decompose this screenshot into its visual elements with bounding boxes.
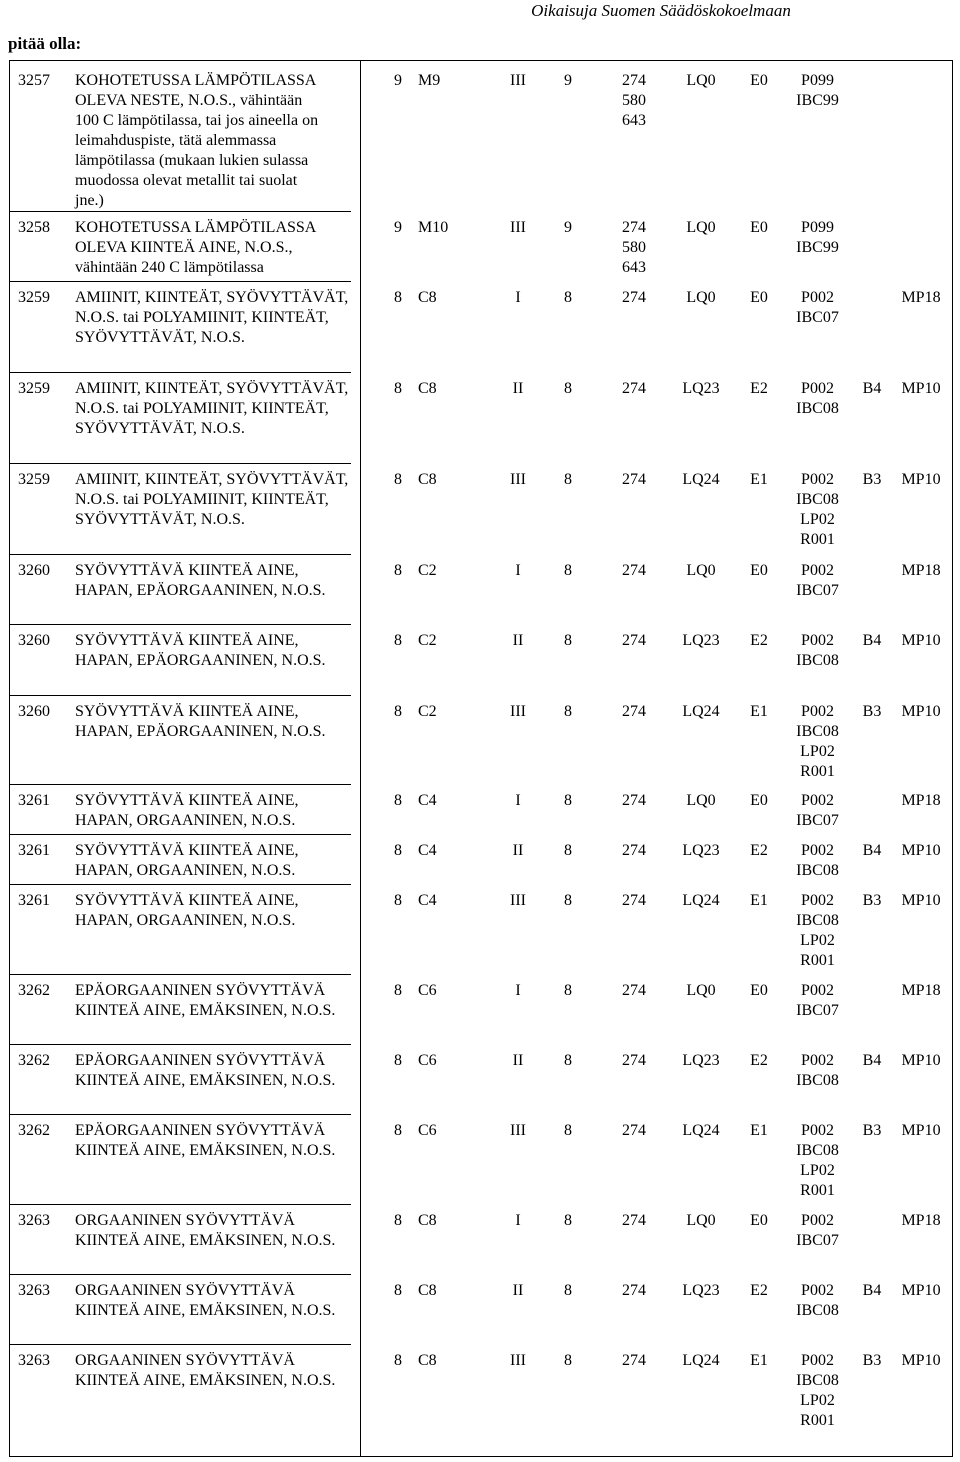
special-provision: 274 xyxy=(622,632,646,649)
substance-name-cell: SYÖVYTTÄVÄ KIINTEÄ AINE, HAPAN, EPÄORGAANINEN, N.O.S. xyxy=(75,632,326,669)
header-title: Oikaisuja Suomen Säädöskokoelmaan xyxy=(531,1,791,20)
limited-quantity-cell: LQ23 xyxy=(682,1282,720,1299)
special-provision: 274 xyxy=(622,703,646,720)
classification-code-cell: C2 xyxy=(418,562,437,579)
packing-instruction: R001 xyxy=(800,952,835,969)
packing-instruction: IBC07 xyxy=(796,1002,839,1019)
packing-instruction: P002 xyxy=(801,1052,834,1069)
packing-instruction: LP02 xyxy=(800,932,835,949)
special-provisions-cell xyxy=(614,379,654,399)
un-number-cell: 3260 xyxy=(18,632,50,649)
un-number-cell: 3259 xyxy=(18,471,50,488)
substance-name-cell: AMIINIT, KIINTEÄT, SYÖVYTTÄVÄT, N.O.S. tai POLYAMIINIT, KIINTEÄT, SYÖVYTTÄVÄT, N.O.S. xyxy=(75,380,349,437)
special-provision: 274 xyxy=(622,1052,646,1069)
packing-group-cell: III xyxy=(510,703,526,720)
substance-name-cell: ORGAANINEN SYÖVYTTÄVÄ KIINTEÄ AINE, EMÄKSINEN, N.O.S. xyxy=(75,1212,336,1249)
class-cell: 8 xyxy=(394,842,402,859)
class-cell: 8 xyxy=(394,632,402,649)
classification-code-cell: C8 xyxy=(418,289,437,306)
un-number-cell: 3261 xyxy=(18,892,50,909)
special-packing-cell: B4 xyxy=(862,632,882,649)
packing-instruction: IBC07 xyxy=(796,309,839,326)
un-number-cell: 3260 xyxy=(18,562,50,579)
limited-quantity-cell: LQ24 xyxy=(682,892,720,909)
packing-instructions-cell xyxy=(780,841,855,881)
special-provision: 274 xyxy=(622,1122,646,1139)
row-separator xyxy=(10,554,351,555)
substance-name-cell: SYÖVYTTÄVÄ KIINTEÄ AINE, HAPAN, ORGAANINEN, N.O.S. xyxy=(75,842,299,879)
limited-quantity-cell: LQ23 xyxy=(682,380,720,397)
packing-instructions-cell xyxy=(780,1281,855,1321)
special-provision: 643 xyxy=(622,112,646,129)
packing-group-cell: II xyxy=(512,380,524,397)
excepted-quantity-cell: E0 xyxy=(750,1212,768,1229)
label-cell: 8 xyxy=(564,632,572,649)
special-provisions-cell xyxy=(614,631,654,651)
packing-instruction: IBC08 xyxy=(796,1302,839,1319)
packing-instruction: IBC07 xyxy=(796,582,839,599)
special-packing-cell: B3 xyxy=(862,1122,882,1139)
special-provision: 274 xyxy=(622,792,646,809)
packing-instruction: P002 xyxy=(801,1122,834,1139)
packing-instruction: LP02 xyxy=(800,1162,835,1179)
special-provision: 274 xyxy=(622,562,646,579)
un-number-cell: 3263 xyxy=(18,1282,50,1299)
un-number-cell: 3257 xyxy=(18,72,50,89)
packing-instructions-cell xyxy=(780,71,855,111)
special-provisions-cell xyxy=(614,1211,654,1231)
limited-quantity-cell: LQ0 xyxy=(686,1212,716,1229)
packing-group-cell: II xyxy=(512,1052,524,1069)
packing-instruction: P002 xyxy=(801,982,834,999)
special-provision: 274 xyxy=(622,219,646,236)
packing-instructions-cell xyxy=(780,288,855,328)
classification-code-cell: C6 xyxy=(418,1122,437,1139)
substance-name-cell: KOHOTETUSSA LÄMPÖTILASSA OLEVA NESTE, N.O.S., vähintään 100 C lämpötilassa, tai jos aineella on leimahduspiste, tätä alemmassa lämpötilassa (mukaan lukien sulassa muodossa olevat metallit tai suolat jne.) xyxy=(75,72,319,209)
class-cell: 8 xyxy=(394,289,402,306)
packing-instruction: R001 xyxy=(800,763,835,780)
packing-instructions-cell xyxy=(780,379,855,419)
packing-instruction: IBC08 xyxy=(796,862,839,879)
special-provision: 643 xyxy=(622,259,646,276)
special-provision: 274 xyxy=(622,471,646,488)
un-number-cell: 3262 xyxy=(18,1122,50,1139)
packing-instruction: LP02 xyxy=(800,511,835,528)
packing-instruction: IBC08 xyxy=(796,723,839,740)
mixed-packing-cell: MP10 xyxy=(901,1282,941,1299)
excepted-quantity-cell: E2 xyxy=(750,1282,768,1299)
packing-instruction: IBC07 xyxy=(796,1232,839,1249)
excepted-quantity-cell: E0 xyxy=(750,792,768,809)
mixed-packing-cell: MP10 xyxy=(901,1122,941,1139)
mixed-packing-cell: MP10 xyxy=(901,892,941,909)
packing-group-cell: III xyxy=(510,892,526,909)
special-provision: 274 xyxy=(622,72,646,89)
label-cell: 8 xyxy=(564,842,572,859)
mixed-packing-cell: MP18 xyxy=(901,792,941,809)
packing-instructions-cell xyxy=(780,561,855,601)
packing-instruction: P002 xyxy=(801,1352,834,1369)
packing-instruction: P002 xyxy=(801,792,834,809)
label-cell: 8 xyxy=(564,562,572,579)
row-separator xyxy=(10,372,351,373)
mixed-packing-cell: MP18 xyxy=(901,562,941,579)
special-provisions-cell xyxy=(614,1121,654,1141)
class-cell: 9 xyxy=(394,219,402,236)
classification-code-cell: C4 xyxy=(418,842,437,859)
row-separator xyxy=(10,211,351,212)
mixed-packing-cell: MP10 xyxy=(901,842,941,859)
packing-instructions-cell xyxy=(780,631,855,671)
packing-instruction: IBC08 xyxy=(796,1072,839,1089)
packing-instructions-cell xyxy=(780,1051,855,1091)
special-provisions-cell xyxy=(614,71,654,131)
excepted-quantity-cell: E2 xyxy=(750,1052,768,1069)
substance-name-cell: ORGAANINEN SYÖVYTTÄVÄ KIINTEÄ AINE, EMÄKSINEN, N.O.S. xyxy=(75,1282,336,1319)
limited-quantity-cell: LQ24 xyxy=(682,1122,720,1139)
packing-instruction: IBC08 xyxy=(796,1142,839,1159)
packing-instruction: P002 xyxy=(801,1212,834,1229)
class-cell: 8 xyxy=(394,892,402,909)
mixed-packing-cell: MP10 xyxy=(901,380,941,397)
mixed-packing-cell: MP18 xyxy=(901,982,941,999)
special-provisions-cell xyxy=(614,561,654,581)
limited-quantity-cell: LQ0 xyxy=(686,289,716,306)
packing-group-cell: I xyxy=(515,289,521,306)
classification-code-cell: C4 xyxy=(418,892,437,909)
packing-instructions-cell xyxy=(780,1211,855,1251)
packing-instruction: R001 xyxy=(800,1412,835,1429)
row-separator xyxy=(10,784,351,785)
class-cell: 8 xyxy=(394,1282,402,1299)
un-number-cell: 3261 xyxy=(18,792,50,809)
packing-instructions-cell xyxy=(780,791,855,831)
limited-quantity-cell: LQ0 xyxy=(686,72,716,89)
mixed-packing-cell: MP10 xyxy=(901,1052,941,1069)
special-packing-cell: B3 xyxy=(862,1352,882,1369)
packing-instruction: IBC99 xyxy=(796,92,839,109)
packing-instruction: P002 xyxy=(801,471,834,488)
packing-group-cell: III xyxy=(510,1352,526,1369)
special-provisions-cell xyxy=(614,1281,654,1301)
class-cell: 8 xyxy=(394,1122,402,1139)
column-divider xyxy=(360,61,361,1456)
packing-group-cell: III xyxy=(510,72,526,89)
special-provisions-cell xyxy=(614,1051,654,1071)
un-number-cell: 3260 xyxy=(18,703,50,720)
packing-instructions-cell xyxy=(780,218,855,258)
special-packing-cell: B4 xyxy=(862,380,882,397)
limited-quantity-cell: LQ23 xyxy=(682,1052,720,1069)
substance-name-cell: SYÖVYTTÄVÄ KIINTEÄ AINE, HAPAN, ORGAANINEN, N.O.S. xyxy=(75,792,299,829)
un-number-cell: 3258 xyxy=(18,219,50,236)
label-cell: 8 xyxy=(564,982,572,999)
special-packing-cell: B3 xyxy=(862,703,882,720)
packing-instruction: P002 xyxy=(801,632,834,649)
class-cell: 8 xyxy=(394,1212,402,1229)
special-provision: 274 xyxy=(622,380,646,397)
excepted-quantity-cell: E2 xyxy=(750,632,768,649)
special-provision: 274 xyxy=(622,1212,646,1229)
row-separator xyxy=(10,1344,351,1345)
special-provisions-cell xyxy=(614,288,654,308)
special-provisions-cell xyxy=(614,981,654,1001)
limited-quantity-cell: LQ23 xyxy=(682,632,720,649)
packing-instructions-cell xyxy=(780,1351,855,1431)
label-cell: 9 xyxy=(564,72,572,89)
substance-name-cell: AMIINIT, KIINTEÄT, SYÖVYTTÄVÄT, N.O.S. tai POLYAMIINIT, KIINTEÄT, SYÖVYTTÄVÄT, N.O.S. xyxy=(75,289,349,346)
un-number-cell: 3259 xyxy=(18,380,50,397)
special-provision: 274 xyxy=(622,1352,646,1369)
label-cell: 8 xyxy=(564,1352,572,1369)
packing-instructions-cell xyxy=(780,981,855,1021)
special-provisions-cell xyxy=(614,702,654,722)
class-cell: 8 xyxy=(394,703,402,720)
classification-code-cell: C8 xyxy=(418,1282,437,1299)
special-packing-cell: B4 xyxy=(862,1282,882,1299)
classification-code-cell: C6 xyxy=(418,1052,437,1069)
special-provision: 580 xyxy=(622,239,646,256)
packing-instruction: IBC08 xyxy=(796,652,839,669)
mixed-packing-cell: MP18 xyxy=(901,289,941,306)
packing-instruction: P002 xyxy=(801,703,834,720)
packing-group-cell: III xyxy=(510,471,526,488)
excepted-quantity-cell: E1 xyxy=(750,471,768,488)
packing-group-cell: I xyxy=(515,562,521,579)
special-packing-cell: B3 xyxy=(862,471,882,488)
row-separator xyxy=(10,1274,351,1275)
special-packing-cell: B4 xyxy=(862,1052,882,1069)
packing-instruction: P099 xyxy=(801,219,834,236)
un-number-cell: 3263 xyxy=(18,1212,50,1229)
packing-instruction: R001 xyxy=(800,1182,835,1199)
label-cell: 9 xyxy=(564,219,572,236)
row-separator xyxy=(10,624,351,625)
label-cell: 8 xyxy=(564,1212,572,1229)
packing-group-cell: II xyxy=(512,1282,524,1299)
un-number-cell: 3259 xyxy=(18,289,50,306)
row-separator xyxy=(10,834,351,835)
classification-code-cell: C8 xyxy=(418,380,437,397)
classification-code-cell: C2 xyxy=(418,703,437,720)
packing-instruction: P099 xyxy=(801,72,834,89)
mixed-packing-cell: MP10 xyxy=(901,632,941,649)
excepted-quantity-cell: E1 xyxy=(750,1122,768,1139)
classification-code-cell: C8 xyxy=(418,1352,437,1369)
limited-quantity-cell: LQ0 xyxy=(686,792,716,809)
label-cell: 8 xyxy=(564,1122,572,1139)
packing-instruction: P002 xyxy=(801,1282,834,1299)
row-separator xyxy=(10,695,351,696)
class-cell: 8 xyxy=(394,1352,402,1369)
substance-name-cell: SYÖVYTTÄVÄ KIINTEÄ AINE, HAPAN, EPÄORGAANINEN, N.O.S. xyxy=(75,562,326,599)
un-number-cell: 3262 xyxy=(18,1052,50,1069)
special-provision: 580 xyxy=(622,92,646,109)
excepted-quantity-cell: E0 xyxy=(750,219,768,236)
mixed-packing-cell: MP10 xyxy=(901,1352,941,1369)
class-cell: 8 xyxy=(394,380,402,397)
class-cell: 8 xyxy=(394,792,402,809)
row-separator xyxy=(10,1044,351,1045)
classification-code-cell: C8 xyxy=(418,471,437,488)
substance-name-cell: EPÄORGAANINEN SYÖVYTTÄVÄ KIINTEÄ AINE, EMÄKSINEN, N.O.S. xyxy=(75,982,336,1019)
special-provision: 274 xyxy=(622,289,646,306)
classification-code-cell: C6 xyxy=(418,982,437,999)
limited-quantity-cell: LQ24 xyxy=(682,1352,720,1369)
packing-instruction: IBC08 xyxy=(796,912,839,929)
packing-instruction: P002 xyxy=(801,842,834,859)
excepted-quantity-cell: E1 xyxy=(750,892,768,909)
packing-group-cell: I xyxy=(515,982,521,999)
row-separator xyxy=(10,1114,351,1115)
class-cell: 8 xyxy=(394,562,402,579)
special-provisions-cell xyxy=(614,841,654,861)
substance-name-cell: SYÖVYTTÄVÄ KIINTEÄ AINE, HAPAN, EPÄORGAANINEN, N.O.S. xyxy=(75,703,326,740)
limited-quantity-cell: LQ0 xyxy=(686,982,716,999)
dangerous-goods-table xyxy=(9,60,953,1457)
substance-name-cell: KOHOTETUSSA LÄMPÖTILASSA OLEVA KIINTEÄ AINE, N.O.S., vähintään 240 C lämpötilassa xyxy=(75,219,316,276)
class-cell: 8 xyxy=(394,471,402,488)
class-cell: 8 xyxy=(394,1052,402,1069)
special-packing-cell: B3 xyxy=(862,892,882,909)
packing-group-cell: II xyxy=(512,632,524,649)
packing-instruction: IBC99 xyxy=(796,239,839,256)
classification-code-cell: C8 xyxy=(418,1212,437,1229)
special-provisions-cell xyxy=(614,470,654,490)
packing-instruction: R001 xyxy=(800,531,835,548)
substance-name-cell: EPÄORGAANINEN SYÖVYTTÄVÄ KIINTEÄ AINE, EMÄKSINEN, N.O.S. xyxy=(75,1122,336,1159)
packing-instructions-cell xyxy=(780,470,855,550)
packing-group-cell: I xyxy=(515,792,521,809)
special-provision: 274 xyxy=(622,842,646,859)
un-number-cell: 3263 xyxy=(18,1352,50,1369)
packing-instruction: P002 xyxy=(801,562,834,579)
packing-instruction: P002 xyxy=(801,289,834,306)
special-provisions-cell xyxy=(614,791,654,811)
label-cell: 8 xyxy=(564,471,572,488)
header-note: pitää olla: xyxy=(8,34,82,53)
special-provisions-cell xyxy=(614,891,654,911)
limited-quantity-cell: LQ24 xyxy=(682,471,720,488)
packing-instructions-cell xyxy=(780,1121,855,1201)
packing-instruction: P002 xyxy=(801,380,834,397)
label-cell: 8 xyxy=(564,1282,572,1299)
excepted-quantity-cell: E1 xyxy=(750,703,768,720)
special-provisions-cell xyxy=(614,1351,654,1371)
excepted-quantity-cell: E0 xyxy=(750,72,768,89)
special-packing-cell: B4 xyxy=(862,842,882,859)
special-provisions-cell xyxy=(614,218,654,278)
excepted-quantity-cell: E0 xyxy=(750,982,768,999)
excepted-quantity-cell: E2 xyxy=(750,842,768,859)
mixed-packing-cell: MP10 xyxy=(901,471,941,488)
label-cell: 8 xyxy=(564,892,572,909)
packing-instruction: LP02 xyxy=(800,1392,835,1409)
packing-group-cell: II xyxy=(512,842,524,859)
limited-quantity-cell: LQ23 xyxy=(682,842,720,859)
packing-group-cell: III xyxy=(510,219,526,236)
classification-code-cell: C2 xyxy=(418,632,437,649)
limited-quantity-cell: LQ0 xyxy=(686,562,716,579)
substance-name-cell: SYÖVYTTÄVÄ KIINTEÄ AINE, HAPAN, ORGAANINEN, N.O.S. xyxy=(75,892,299,929)
special-provision: 274 xyxy=(622,982,646,999)
substance-name-cell: AMIINIT, KIINTEÄT, SYÖVYTTÄVÄT, N.O.S. tai POLYAMIINIT, KIINTEÄT, SYÖVYTTÄVÄT, N.O.S. xyxy=(75,471,349,528)
packing-instruction: IBC08 xyxy=(796,400,839,417)
packing-instruction: LP02 xyxy=(800,743,835,760)
special-provision: 274 xyxy=(622,1282,646,1299)
classification-code-cell: C4 xyxy=(418,792,437,809)
packing-group-cell: III xyxy=(510,1122,526,1139)
excepted-quantity-cell: E0 xyxy=(750,562,768,579)
label-cell: 8 xyxy=(564,1052,572,1069)
un-number-cell: 3262 xyxy=(18,982,50,999)
packing-instruction: IBC08 xyxy=(796,1372,839,1389)
un-number-cell: 3261 xyxy=(18,842,50,859)
packing-instructions-cell xyxy=(780,891,855,971)
packing-instruction: P002 xyxy=(801,892,834,909)
limited-quantity-cell: LQ24 xyxy=(682,703,720,720)
row-separator xyxy=(10,463,351,464)
label-cell: 8 xyxy=(564,792,572,809)
label-cell: 8 xyxy=(564,380,572,397)
packing-instruction: IBC07 xyxy=(796,812,839,829)
excepted-quantity-cell: E1 xyxy=(750,1352,768,1369)
classification-code-cell: M9 xyxy=(418,72,441,89)
limited-quantity-cell: LQ0 xyxy=(686,219,716,236)
row-separator xyxy=(10,974,351,975)
mixed-packing-cell: MP18 xyxy=(901,1212,941,1229)
packing-instruction: IBC08 xyxy=(796,491,839,508)
excepted-quantity-cell: E0 xyxy=(750,289,768,306)
special-provision: 274 xyxy=(622,892,646,909)
packing-group-cell: I xyxy=(515,1212,521,1229)
excepted-quantity-cell: E2 xyxy=(750,380,768,397)
packing-instructions-cell xyxy=(780,702,855,782)
row-separator xyxy=(10,281,351,282)
class-cell: 8 xyxy=(394,982,402,999)
class-cell: 9 xyxy=(394,72,402,89)
substance-name-cell: EPÄORGAANINEN SYÖVYTTÄVÄ KIINTEÄ AINE, EMÄKSINEN, N.O.S. xyxy=(75,1052,336,1089)
mixed-packing-cell: MP10 xyxy=(901,703,941,720)
substance-name-cell: ORGAANINEN SYÖVYTTÄVÄ KIINTEÄ AINE, EMÄKSINEN, N.O.S. xyxy=(75,1352,336,1389)
row-separator xyxy=(10,1204,351,1205)
classification-code-cell: M10 xyxy=(418,219,449,236)
label-cell: 8 xyxy=(564,703,572,720)
row-separator xyxy=(10,884,351,885)
label-cell: 8 xyxy=(564,289,572,306)
